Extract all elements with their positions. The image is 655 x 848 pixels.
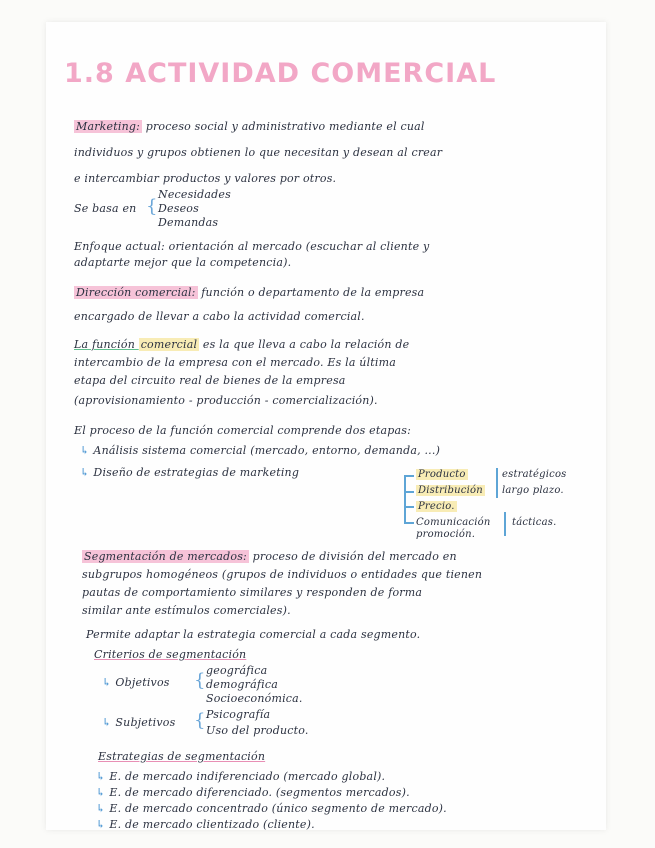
branch-line xyxy=(404,506,414,508)
term-segmentacion: Segmentación de mercados: xyxy=(84,550,247,563)
segmentacion-line3: pautas de comportamiento similares y responden de forma xyxy=(82,586,423,599)
estrategia-clientizado: ↳ E. de mercado clientizado (cliente). xyxy=(96,818,315,831)
segmentacion-line1: Segmentación de mercados: proceso de división del mercado en xyxy=(84,550,457,563)
mix-producto: Producto xyxy=(418,469,466,480)
direccion-comercial-line1: Dirección comercial: función o departamento de la empresa xyxy=(76,286,425,299)
enfoque-actual-line2: adaptarte mejor que la competencia). xyxy=(74,256,292,269)
estrategicos-label: estratégicos xyxy=(502,469,567,480)
notebook-page xyxy=(46,22,606,830)
funcion-comercial-line3: etapa del circuito real de bienes de la empresa xyxy=(74,374,346,387)
criterios-heading: Criterios de segmentación xyxy=(94,648,247,661)
arrow-icon: ↳ xyxy=(96,786,106,799)
estrategia-diferenciado: ↳ E. de mercado diferenciado. (segmentos mercados). xyxy=(96,786,410,799)
estrategias-heading: Estrategias de segmentación xyxy=(98,750,266,763)
mix-promocion: promoción. xyxy=(416,529,476,540)
marketing-definition-line1: Marketing: proceso social y administrativo mediante el cual xyxy=(76,120,425,133)
page-title: 1.8 ACTIVIDAD COMERCIAL xyxy=(64,58,497,89)
divider-line xyxy=(504,512,506,536)
segmentacion-line4: similar ante estímulos comerciales). xyxy=(82,604,291,617)
criterio-uso-producto: Uso del producto. xyxy=(206,724,309,737)
largo-plazo-label: largo plazo. xyxy=(502,485,564,496)
arrow-icon: ↳ xyxy=(96,770,106,783)
se-basa-en: Se basa en xyxy=(74,202,137,215)
proceso-step-analisis: ↳ Análisis sistema comercial (mercado, entorno, demanda, ...) xyxy=(80,444,441,457)
arrow-icon: ↳ xyxy=(80,444,90,457)
criterio-geografica: geográfica xyxy=(206,664,268,677)
branch-line xyxy=(404,522,414,524)
estrategia-concentrado: ↳ E. de mercado concentrado (único segmento de mercado). xyxy=(96,802,447,815)
enfoque-actual-line1: Enfoque actual: orientación al mercado (escuchar al cliente y xyxy=(74,240,430,253)
demand-item: Demandas xyxy=(158,216,219,229)
criterio-psicografia: Psicografía xyxy=(206,708,271,721)
brace-icon: { xyxy=(146,196,158,217)
marketing-definition-line3: e intercambiar productos y valores por otros. xyxy=(74,172,337,185)
funcion-comercial-line1: La función comercial es la que lleva a cabo la relación de xyxy=(74,338,410,351)
mix-comunicacion: Comunicación xyxy=(416,517,491,528)
arrow-icon: ↳ xyxy=(96,818,106,831)
tacticas-label: tácticas. xyxy=(512,517,557,528)
arrow-icon: ↳ xyxy=(80,466,90,479)
funcion-comercial-line2: intercambio de la empresa con el mercado. Es la última xyxy=(74,356,397,369)
brace-icon: { xyxy=(194,670,206,691)
criterio-demografica: demográfica xyxy=(206,678,278,691)
marketing-definition-line2: individuos y grupos obtienen lo que necesitan y desean al crear xyxy=(74,146,443,159)
direccion-comercial-line2: encargado de llevar a cabo la actividad comercial. xyxy=(74,310,365,323)
permite-adaptar: Permite adaptar la estrategia comercial a cada segmento. xyxy=(86,628,421,641)
branch-line xyxy=(404,475,414,477)
segmentacion-line2: subgrupos homogéneos (grupos de individuos o entidades que tienen xyxy=(82,568,483,581)
term-direccion-comercial: Dirección comercial: xyxy=(76,286,196,299)
brace-icon: { xyxy=(194,710,206,731)
criterio-socioeconomica: Socioeconómica. xyxy=(206,692,303,705)
mix-distribucion: Distribución xyxy=(418,485,483,496)
criterio-subjetivos: ↳ Subjetivos xyxy=(102,716,176,729)
funcion-comercial-line4: (aprovisionamiento - producción - comercialización). xyxy=(74,394,378,407)
proceso-step-diseno: ↳ Diseño de estrategias de marketing xyxy=(80,466,300,479)
divider-line xyxy=(496,468,498,498)
mix-precio: Precio. xyxy=(418,501,455,512)
need-item: Necesidades xyxy=(158,188,231,201)
arrow-icon: ↳ xyxy=(96,802,106,815)
term-marketing: Marketing: xyxy=(76,120,141,133)
estrategia-indiferenciado: ↳ E. de mercado indiferenciado (mercado global). xyxy=(96,770,386,783)
branch-line xyxy=(404,475,406,523)
branch-line xyxy=(404,491,414,493)
arrow-icon: ↳ xyxy=(102,676,112,689)
proceso-line: El proceso de la función comercial comprende dos etapas: xyxy=(74,424,411,437)
desire-item: Deseos xyxy=(158,202,199,215)
arrow-icon: ↳ xyxy=(102,716,112,729)
criterio-objetivos: ↳ Objetivos xyxy=(102,676,170,689)
